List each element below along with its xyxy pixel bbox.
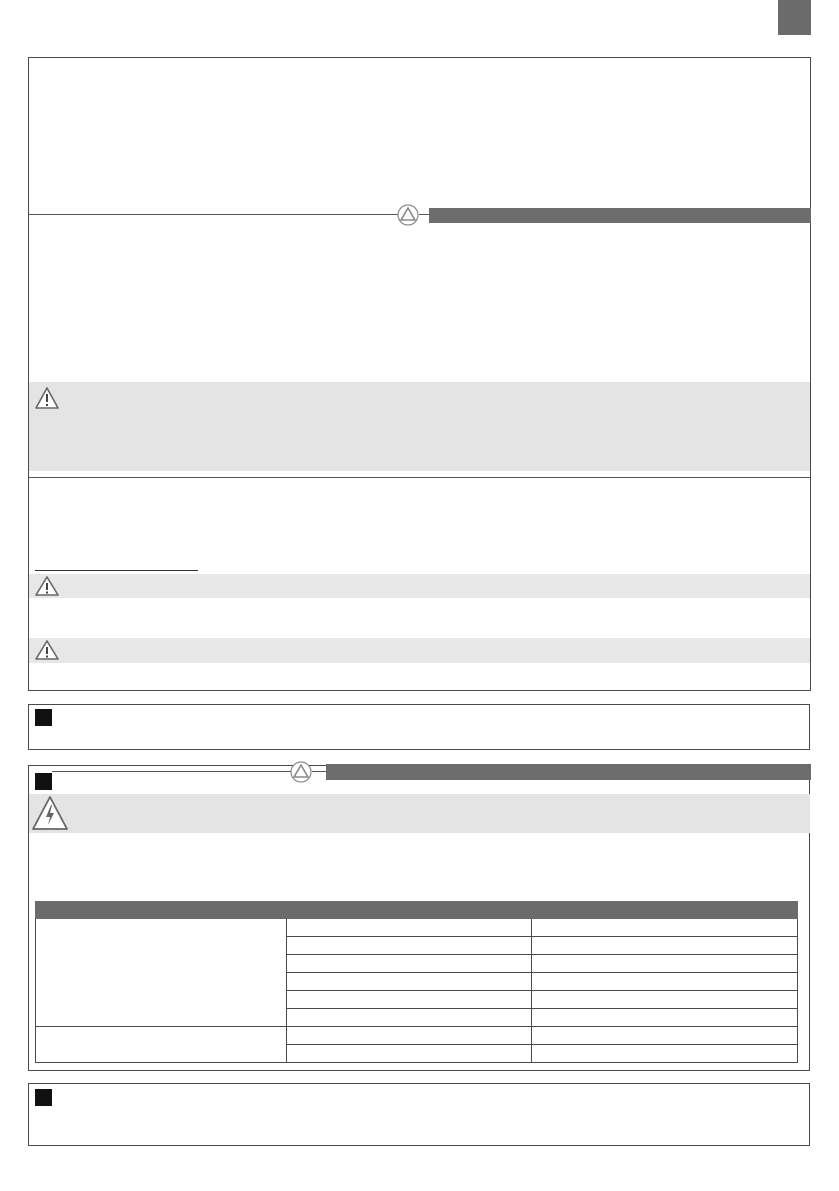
warning-band-1 bbox=[29, 574, 810, 598]
section-heading-bar bbox=[429, 208, 811, 223]
table-cell bbox=[286, 955, 532, 973]
table-row bbox=[36, 919, 798, 937]
step-marker-3 bbox=[35, 1089, 52, 1106]
table-group-cell bbox=[36, 919, 287, 1027]
warning-band-large bbox=[29, 382, 810, 471]
warning-band-2 bbox=[29, 638, 810, 663]
table-cell bbox=[532, 919, 798, 937]
rounded-triangle-icon bbox=[397, 204, 419, 226]
step-box-1 bbox=[28, 704, 810, 750]
warning-triangle-icon bbox=[34, 575, 60, 597]
table-cell bbox=[532, 991, 798, 1009]
table-cell bbox=[286, 919, 532, 937]
table-header-cell bbox=[532, 902, 798, 919]
table-cell bbox=[532, 955, 798, 973]
specification-table bbox=[35, 901, 798, 1063]
table-cell bbox=[532, 1009, 798, 1027]
section-divider bbox=[29, 477, 810, 478]
warning-triangle-icon bbox=[34, 386, 60, 410]
table-header-cell bbox=[36, 902, 287, 919]
step-marker-2 bbox=[35, 773, 52, 790]
step-marker-1 bbox=[35, 709, 52, 726]
table-cell bbox=[286, 937, 532, 955]
section-heading-connector bbox=[419, 214, 429, 215]
subheading-underline bbox=[35, 570, 198, 571]
rounded-triangle-icon bbox=[290, 761, 312, 783]
electric-warning-band bbox=[29, 794, 810, 833]
section-heading-connector-2 bbox=[312, 771, 326, 772]
table-cell bbox=[286, 1045, 532, 1063]
step-box-3 bbox=[28, 1083, 810, 1146]
table-cell bbox=[286, 1027, 532, 1045]
table-row bbox=[36, 1027, 798, 1045]
table-cell bbox=[286, 1009, 532, 1027]
language-tab bbox=[778, 0, 811, 35]
table-cell bbox=[532, 1027, 798, 1045]
electric-shock-icon bbox=[31, 795, 69, 831]
warning-triangle-icon bbox=[34, 639, 60, 661]
table-cell bbox=[532, 973, 798, 991]
table-cell bbox=[532, 1045, 798, 1063]
table-cell bbox=[286, 973, 532, 991]
table-group-cell bbox=[36, 1027, 287, 1063]
section-heading-rule bbox=[29, 214, 399, 215]
table-header-row bbox=[36, 902, 798, 919]
table-cell bbox=[532, 937, 798, 955]
section-heading-bar-2 bbox=[326, 764, 811, 780]
table-cell bbox=[286, 991, 532, 1009]
section-heading-rule-2 bbox=[52, 771, 292, 772]
table-header-cell bbox=[286, 902, 532, 919]
